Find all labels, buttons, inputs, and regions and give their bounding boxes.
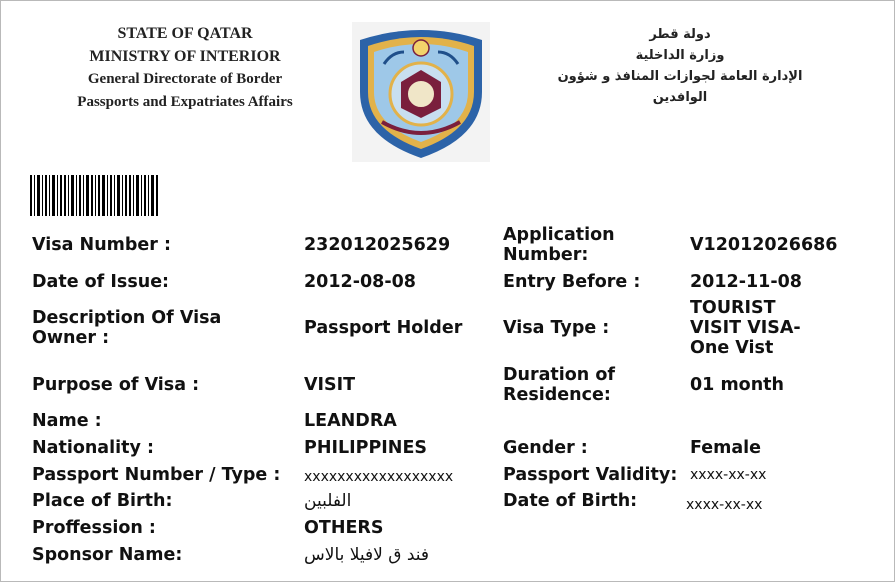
passport-number-label: Passport Number / Type : xyxy=(32,465,281,485)
date-of-birth-value: xxxx-xx-xx xyxy=(686,497,763,513)
profession-value: OTHERS xyxy=(304,518,384,538)
header-arabic-directorate: الإدارة العامة لجوازات المنافذ و شؤون الوافدين xyxy=(557,69,803,105)
name-label: Name : xyxy=(32,411,102,431)
visa-type-value-line1: TOURIST xyxy=(690,298,776,318)
description-label-line1: Description Of Visa xyxy=(32,308,222,328)
description-label-line2: Owner : xyxy=(32,328,110,348)
purpose-value: VISIT xyxy=(304,375,356,395)
visa-type-value-line2: VISIT VISA- xyxy=(690,318,801,338)
nationality-label: Nationality : xyxy=(32,438,154,458)
profession-label: Proffession : xyxy=(32,518,156,538)
application-number-label-line2: Number: xyxy=(503,245,589,265)
barcode-icon xyxy=(30,175,158,216)
application-number-label-line1: Application xyxy=(503,225,615,245)
visa-type-label: Visa Type : xyxy=(503,318,610,338)
application-number-value: V12012026686 xyxy=(690,235,838,255)
header-arabic-ministry: وزارة الداخلية xyxy=(635,48,725,63)
date-of-issue-value: 2012-08-08 xyxy=(304,272,416,292)
purpose-label: Purpose of Visa : xyxy=(32,375,200,395)
header-ministry: MINISTRY OF INTERIOR xyxy=(89,48,281,65)
ministry-emblem-icon xyxy=(352,22,490,162)
gender-label: Gender : xyxy=(503,438,588,458)
name-value: LEANDRA xyxy=(304,411,397,431)
duration-label-line2: Residence: xyxy=(503,385,611,405)
duration-label-line1: Duration of xyxy=(503,365,615,385)
header-arabic xyxy=(540,24,820,108)
visa-number-label: Visa Number : xyxy=(32,235,172,255)
entry-before-value: 2012-11-08 xyxy=(690,272,802,292)
date-of-birth-label: Date of Birth: xyxy=(503,491,638,511)
place-of-birth-label: Place of Birth: xyxy=(32,491,173,511)
gender-value: Female xyxy=(690,438,762,458)
passport-validity-label: Passport Validity: xyxy=(503,465,678,485)
header-state: STATE OF QATAR xyxy=(117,25,253,42)
nationality-value: PHILIPPINES xyxy=(304,438,428,458)
header-arabic-state: دولة قطر xyxy=(649,27,711,42)
visa-number-value: 232012025629 xyxy=(304,235,451,255)
sponsor-value: فند ق لافيلا بالاس xyxy=(304,545,430,565)
place-of-birth-value: الفلبين xyxy=(304,491,352,511)
passport-number-value: xxxxxxxxxxxxxxxxxx xyxy=(304,469,454,485)
header-english xyxy=(40,22,330,114)
description-value: Passport Holder xyxy=(304,318,463,338)
entry-before-label: Entry Before : xyxy=(503,272,641,292)
header-affairs: Passports and Expatriates Affairs xyxy=(77,94,293,110)
duration-value: 01 month xyxy=(690,375,784,395)
header-directorate: General Directorate of Border xyxy=(87,71,283,87)
sponsor-label: Sponsor Name: xyxy=(32,545,183,565)
date-of-issue-label: Date of Issue: xyxy=(32,272,170,292)
passport-validity-value: xxxx-xx-xx xyxy=(690,467,767,483)
visa-type-value-line3: One Vist xyxy=(690,338,774,358)
